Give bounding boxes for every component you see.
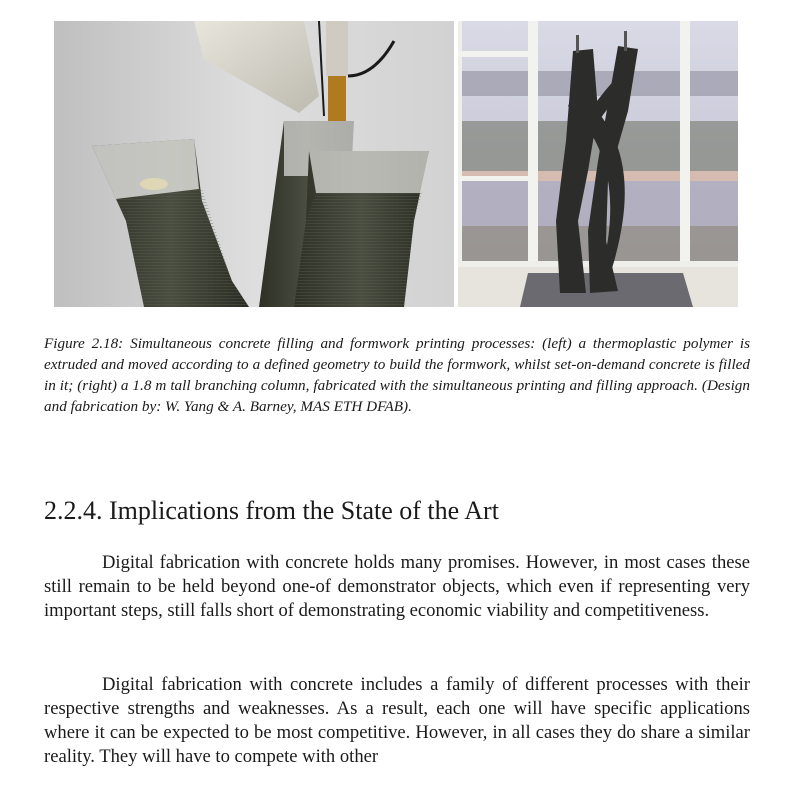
paragraph-text: Digital fabrication with concrete holds many promises. However, in most cases these still remain to be held beyond one-of demonstrator objects, which even if representing very important steps, still falls short of demonstrating economic viability and competitiveness.	[44, 552, 750, 621]
nozzle-heater	[328, 76, 346, 121]
figure-right-branching-column	[458, 21, 738, 307]
caption-text: Simultaneous concrete filling and formwork printing processes: (left) a thermoplastic polymer is extruded and moved according to a defined geometry to build the formwork, whilst set-on-demand concrete is filled in it; (right) a 1.8 m tall branching column, fabricated with the simultaneous printing and filling approach. (Design and fabrication by: W. Yang & A. Barney, MAS ETH DFAB).	[44, 335, 750, 415]
formwork-printing-photo	[54, 21, 454, 307]
figure-caption	[44, 333, 750, 417]
paragraph-text: Digital fabrication with concrete includes a family of different processes with their respective strengths and weaknesses. As a result, each one will have specific applications where it can be expected to be most competitive. However, in all cases they do share a similar reality. They will have to compete with other	[44, 674, 750, 767]
section-heading: 2.2.4. Implications from the State of the Art	[44, 496, 499, 525]
paragraph	[44, 673, 750, 769]
window-frame	[528, 21, 538, 276]
figure-left-formwork-printing	[54, 21, 454, 307]
paragraph	[44, 551, 750, 623]
nozzle-heatsink	[326, 21, 348, 76]
caption-label: Figure 2.18:	[44, 335, 124, 352]
branching-column-photo	[458, 21, 738, 307]
